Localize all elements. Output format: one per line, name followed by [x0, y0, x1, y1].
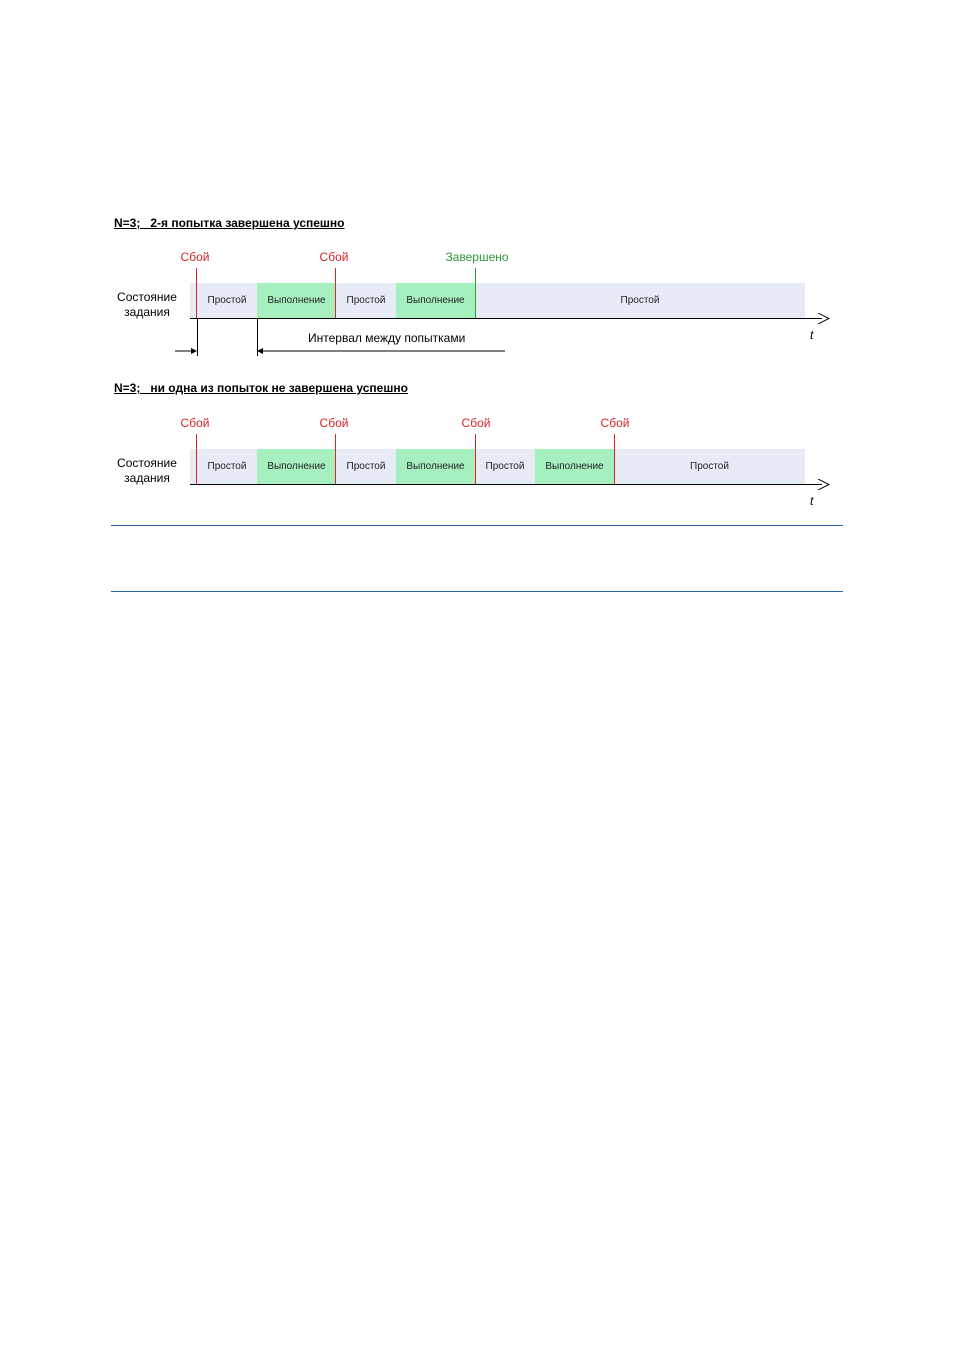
interval-arrows-icon: [175, 346, 510, 356]
complete-marker-label: Завершено: [445, 250, 509, 264]
axis-arrow-icon: [818, 313, 830, 324]
fail-marker-label: Сбой: [180, 416, 210, 430]
running-segment: Выполнение: [535, 449, 614, 484]
state-axis-label: Состояние задания: [117, 456, 177, 485]
fail-marker-line: [335, 434, 336, 484]
idle-segment: Простой: [197, 283, 257, 318]
fail-marker-line: [196, 268, 197, 318]
time-axis: [190, 484, 822, 485]
divider-bottom: [111, 591, 843, 592]
complete-marker-line: [475, 268, 476, 318]
fail-marker-line: [335, 268, 336, 318]
running-segment: Выполнение: [396, 283, 475, 318]
fail-marker-line: [475, 434, 476, 484]
divider-top: [111, 525, 843, 526]
time-axis-label: t: [810, 494, 814, 508]
time-axis: [190, 318, 822, 319]
idle-segment: Простой: [475, 449, 535, 484]
running-segment: Выполнение: [257, 449, 336, 484]
running-segment: Выполнение: [257, 283, 336, 318]
interval-label: Интервал между попытками: [308, 331, 466, 345]
idle-segment: Простой: [475, 283, 805, 318]
fail-marker-label: Сбой: [461, 416, 491, 430]
time-axis-label: t: [810, 328, 814, 342]
fail-marker-label: Сбой: [319, 250, 349, 264]
diagram2-title: N=3; ни одна из попыток не завершена успешно: [114, 381, 408, 395]
idle-segment: Простой: [614, 449, 805, 484]
diagram1-title: N=3; 2-я попытка завершена успешно: [114, 216, 345, 230]
state-axis-label: Состояние задания: [117, 290, 177, 319]
fail-marker-label: Сбой: [319, 416, 349, 430]
idle-segment: Простой: [336, 449, 396, 484]
fail-marker-line: [196, 434, 197, 484]
axis-arrow-icon: [818, 479, 830, 490]
fail-marker-label: Сбой: [600, 416, 630, 430]
fail-marker-label: Сбой: [180, 250, 210, 264]
idle-segment: Простой: [336, 283, 396, 318]
fail-marker-line: [614, 434, 615, 484]
running-segment: Выполнение: [396, 449, 475, 484]
idle-segment: Простой: [197, 449, 257, 484]
